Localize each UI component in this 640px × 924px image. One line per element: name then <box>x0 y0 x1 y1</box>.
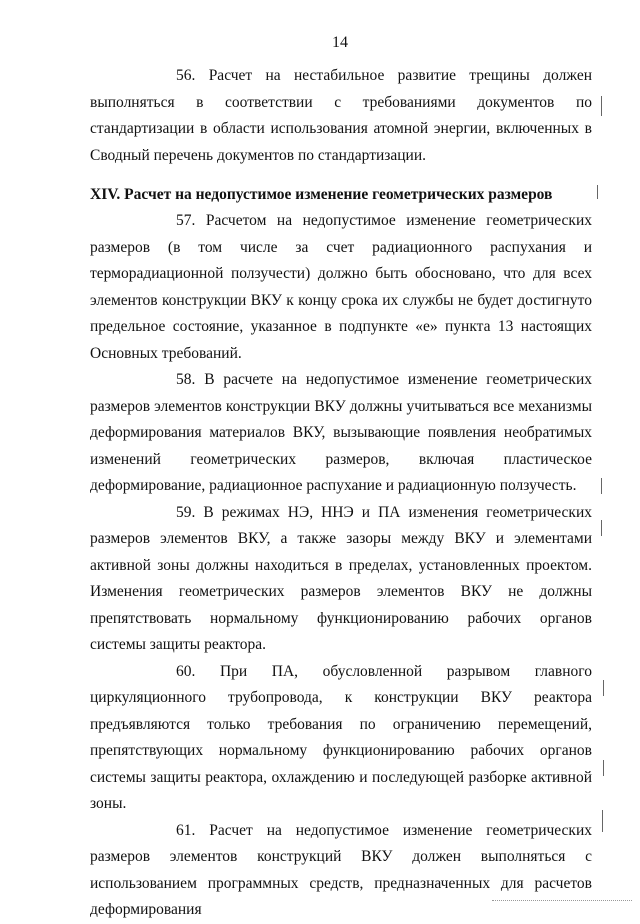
paragraph-58 <box>90 367 592 500</box>
paragraph-number: 58. <box>176 371 196 388</box>
scan-margin-mark <box>603 760 604 776</box>
scan-margin-mark <box>601 96 602 116</box>
scan-margin-mark <box>603 680 604 696</box>
paragraph-number: 57. <box>176 212 196 229</box>
paragraph-number: 59. <box>176 503 196 521</box>
page-number: 14 <box>332 34 348 51</box>
paragraph-text: При ПА, обусловленной разрывом главного циркуляционного трубопровода, к конструкции ВКУ реактора предъявляются только требования по ограничению перемещений, препятствующих нормальному функционированию рабочих органов системы защиты реактора, охлаждению и последующей разборке активной зоны. <box>90 662 593 812</box>
paragraph-text: Расчет на нестабильное развитие трещины должен выполняться в соответствии с требованиями документов по стандартизации в области использования атомной энергии, включенных в Сводный перечень документов по стандартизации. <box>90 67 592 164</box>
paragraph-number: 56. <box>176 67 196 84</box>
paragraph-61 <box>90 818 592 924</box>
paragraph-text: Расчет на недопустимое изменение геометрических размеров элементов конструкций ВКУ должен выполняться с использованием программных средств, предназначенных для расчетов деформирования <box>90 821 593 918</box>
paragraph-text: В режимах НЭ, ННЭ и ПА изменения геометрических размеров элементов ВКУ, а также зазоры между ВКУ и элементами активной зоны должны находиться в пределах, установленных проектом. Изменения геометрических размеров элементов ВКУ не должны препятствовать нормальному функционированию рабочих органов системы защиты реактора. <box>90 503 592 653</box>
paragraph-number: 60. <box>176 662 196 680</box>
paragraph-60 <box>90 659 592 818</box>
paragraph-57 <box>90 208 592 367</box>
paragraph-59 <box>90 500 592 659</box>
scan-margin-mark <box>601 478 602 494</box>
paragraph-text: В расчете на недопустимое изменение геометрических размеров элементов конструкции ВКУ должны учитываться все механизмы деформирования материалов ВКУ, вызывающие появления необратимых изменений геометрических размеров, включая пластическое деформирование, радиационное распухание и радиационную ползучесть. <box>90 371 593 494</box>
paragraph-number: 61. <box>176 821 196 839</box>
document-body <box>90 63 592 924</box>
scan-margin-mark <box>597 185 598 199</box>
paragraph-text: Расчетом на недопустимое изменение геометрических размеров (в том числе за счет радиационного распухания и терморадиационной ползучести) должно быть обосновано, что для всех элементов конструкции ВКУ к концу срока их службы не будет достигнуто предельное состояние, указанное в подпункте «е» пункта 13 настоящих Основных требований. <box>90 212 592 362</box>
paragraph-56 <box>90 63 592 169</box>
section-heading: XIV. Расчет на недопустимое изменение геометрических размеров <box>90 186 553 203</box>
scan-margin-mark <box>601 520 602 536</box>
scan-margin-mark <box>602 810 603 832</box>
scan-edge-dots <box>492 900 632 901</box>
